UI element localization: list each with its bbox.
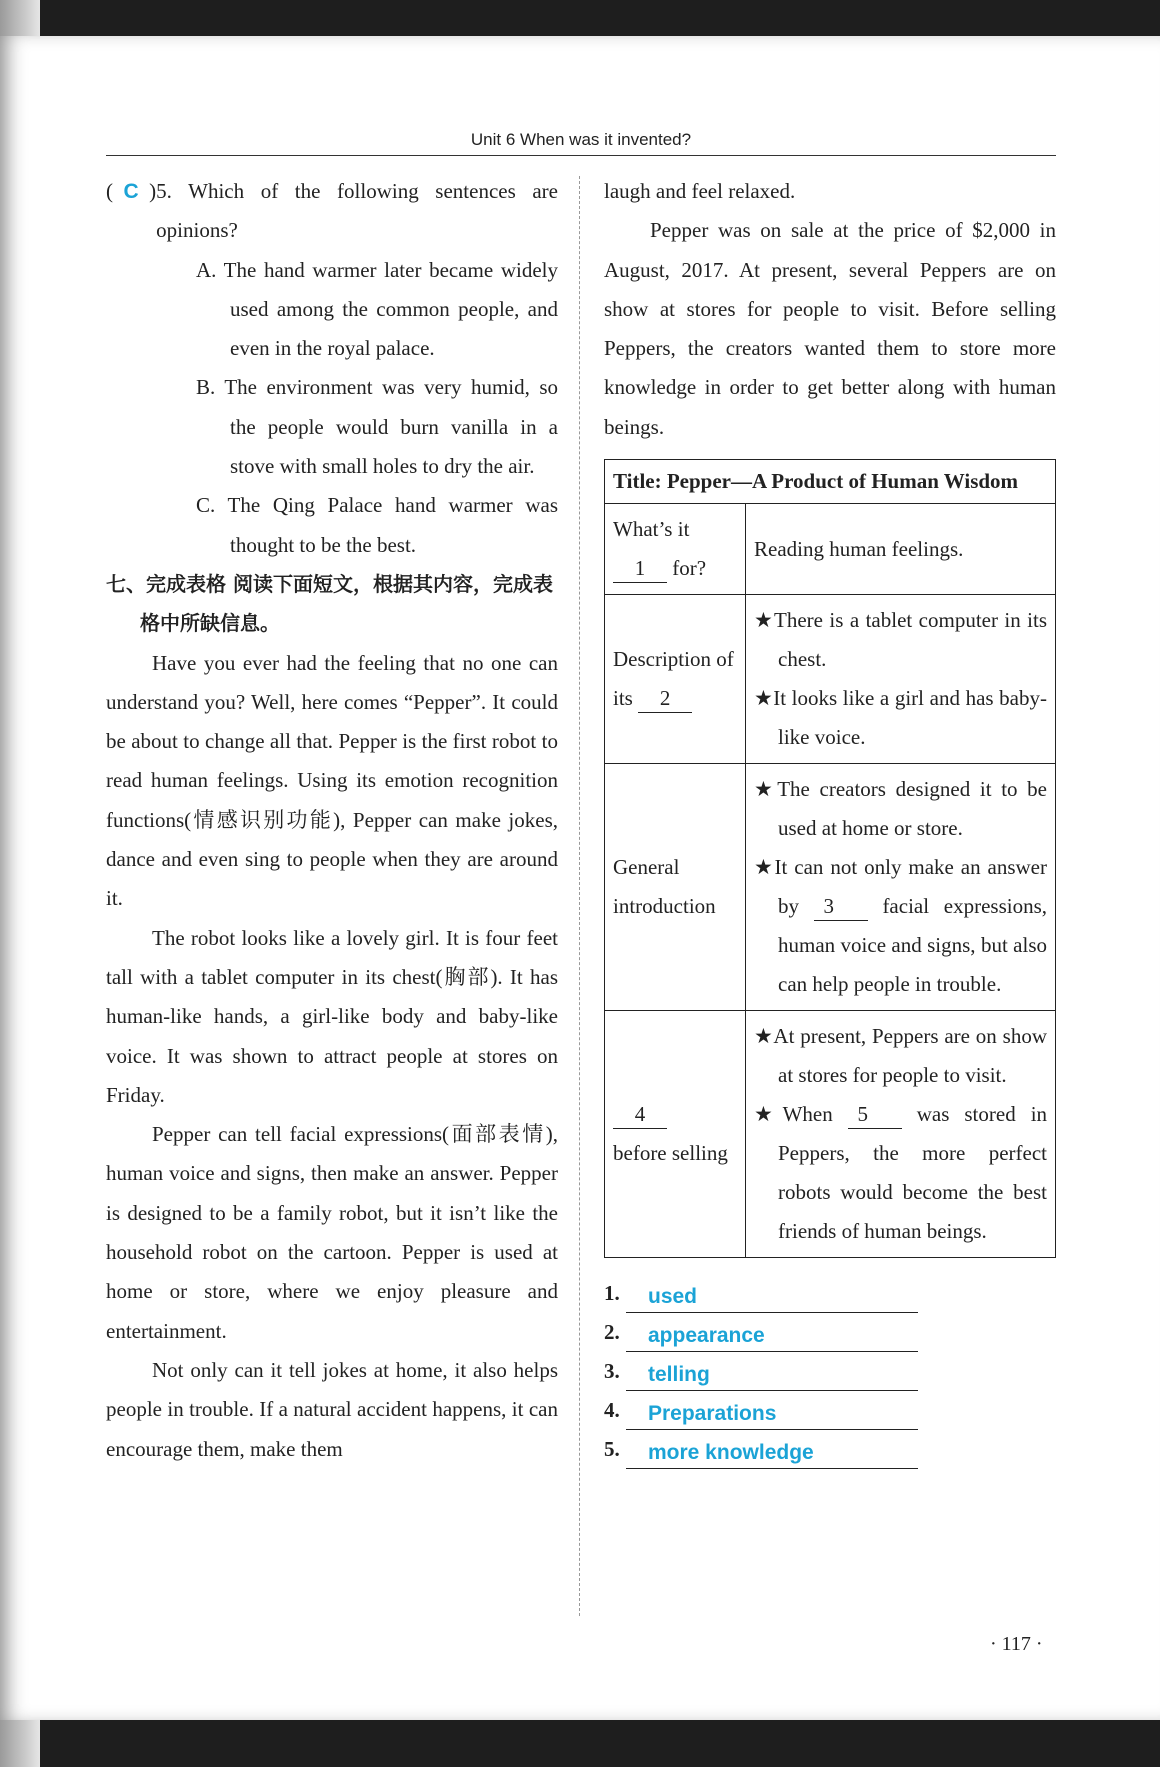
row-content (746, 1011, 1056, 1258)
section-heading: 七、完成表格 阅读下面短文，根据其内容，完成表格中所缺信息。 (106, 571, 553, 636)
passage-paragraph-2: The robot looks like a lovely girl. It is four feet tall with a tablet computer in its chest(胸部). It has human-like hands, a girl-like body and baby-like voice. It was shown to attract people at stores on Friday. (106, 925, 558, 1107)
table-row (605, 595, 1056, 764)
star-icon: ★ (754, 686, 774, 711)
answer-row: 4. Preparations (604, 1391, 1056, 1430)
bullet-item: ★It looks like a girl and has baby-like voice. (754, 686, 1047, 750)
column-divider (579, 176, 580, 1616)
bullet-item: ★When 5 was stored in Peppers, the more perfect robots would become the best friends of human beings. (754, 1102, 1048, 1244)
passage-paragraph-3: Pepper can tell facial expressions(面部表情), human voice and signs, then make an answer. Pepper is designed to be a family robot, but it isn’t like the household robot on the cartoon. Pepper is used at home or store, where we enjoy pleasure and entertainment. (106, 1122, 558, 1343)
textbook-page (0, 36, 1160, 1720)
row-label: What’s it 1 for? (605, 504, 746, 595)
option-a: A. The hand warmer later became widely used among the common people, and even in the royal palace. (196, 257, 558, 361)
row-content (746, 764, 1056, 1011)
star-icon: ★ (754, 1024, 774, 1049)
bullet-item: ★There is a tablet computer in its chest. (754, 608, 1048, 672)
page-number: · 117 · (990, 1633, 1043, 1655)
row-label: 4 before selling (605, 1011, 746, 1258)
info-table (604, 459, 1056, 1258)
star-icon: ★ (754, 1102, 783, 1127)
bullet-item: ★It can not only make an answer by 3 facial expressions, human voice and signs, but also can help people in trouble. (754, 855, 1048, 997)
blank-3: 3 (814, 892, 868, 921)
passage-paragraph-1: Have you ever had the feeling that no one can understand you? Well, here comes “Pepper”. It could be about to change all that. Pepper is the first robot to read human feelings. Using its emotion recognition functions(情感识别功能), Pepper can make jokes, dance and even sing to people when they are around it. (106, 650, 558, 911)
blank-1: 1 (613, 554, 667, 583)
bullet-item: ★The creators designed it to be used at home or store. (754, 777, 1047, 841)
bullet-item: ★At present, Peppers are on show at stores for people to visit. (754, 1024, 1047, 1088)
blank-5: 5 (848, 1100, 902, 1129)
row-label: General introduction (605, 764, 746, 1011)
passage-continuation: laugh and feel relaxed. (604, 179, 796, 203)
running-header: Unit 6 When was it invented? (106, 129, 1056, 156)
star-icon: ★ (754, 855, 775, 880)
option-b: B. The environment was very humid, so the people would burn vanilla in a stove with small holes to dry the air. (196, 375, 558, 479)
answer-row: 5. more knowledge (604, 1430, 1056, 1469)
question-stem: 5. Which of the following sentences are opinions? (156, 179, 558, 243)
star-icon: ★ (754, 777, 778, 802)
answer-row: 2. appearance (604, 1313, 1056, 1352)
table-row (605, 504, 1056, 595)
answer-list (604, 1274, 1056, 1469)
answer-bracket: ( C ) (106, 179, 157, 203)
blank-2: 2 (638, 684, 692, 713)
table-title: Title: Pepper—A Product of Human Wisdom (605, 460, 1056, 504)
star-icon: ★ (754, 608, 775, 633)
right-column (604, 172, 1056, 1469)
blank-4: 4 (613, 1100, 667, 1129)
answer-row: 3. telling (604, 1352, 1056, 1391)
question-5 (106, 172, 558, 251)
table-row (605, 764, 1056, 1011)
answer-letter: C (123, 180, 139, 203)
passage-paragraph-4: Not only can it tell jokes at home, it also helps people in trouble. If a natural accident happens, it can encourage them, make them (106, 1357, 558, 1461)
row-content (746, 595, 1056, 764)
row-label: Description of its 2 (605, 595, 746, 764)
table-row (605, 1011, 1056, 1258)
option-c: C. The Qing Palace hand warmer was thought to be the best. (196, 493, 558, 557)
passage-paragraph-5: Pepper was on sale at the price of $2,000 in August, 2017. At present, several Peppers are on show at stores for people to visit. Before selling Peppers, the creators wanted them to store more knowledge in order to get better along with human beings. (604, 218, 1056, 439)
answer-row: 1. used (604, 1274, 1056, 1313)
left-column (106, 172, 558, 1469)
row-content: Reading human feelings. (746, 504, 1056, 595)
